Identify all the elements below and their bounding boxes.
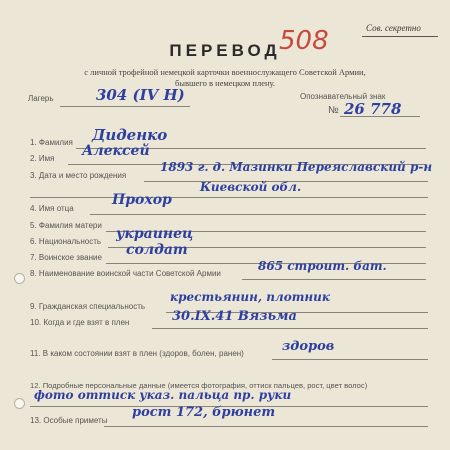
captured-value: 30.IX.41 Вязьма	[172, 309, 297, 324]
field-number: 1.	[30, 138, 37, 147]
punch-hole	[14, 273, 25, 284]
tag-number-sign: №	[328, 105, 339, 116]
condition-rule	[272, 359, 428, 360]
father-rule	[90, 214, 426, 215]
personal-data-label: Подробные персональные данные (имеется фотография, оттиск пальцев, рост, цвет волос)	[42, 381, 368, 390]
document-title: ПЕРЕВОД	[169, 41, 281, 60]
father-label: Имя отца	[38, 204, 74, 213]
tag-value: 26 778	[344, 100, 402, 118]
field-number: 4.	[30, 204, 37, 213]
birth-value-2: Киевской обл.	[200, 180, 302, 194]
secrecy-stamp: Сов. секретно	[366, 23, 421, 33]
rank-value: солдат	[126, 242, 188, 258]
field-number: 3.	[30, 171, 37, 180]
camp-rule	[60, 106, 190, 107]
personal-data-value: фото оттиск указ. пальца пр. руки	[34, 388, 292, 402]
father-value: Прохор	[112, 192, 172, 208]
field-number: 7.	[30, 253, 37, 262]
birth-value: 1893 г. д. Мазинки Переяславский р-н	[160, 160, 433, 174]
field-number: 10.	[30, 318, 42, 327]
mother-label: Фамилия матери	[38, 221, 102, 230]
field-number: 9.	[30, 302, 37, 311]
camp-value: 304 (IV H)	[96, 86, 185, 104]
surname-label: Фамилия	[38, 138, 73, 147]
features-label: Особые приметы	[43, 416, 108, 425]
field-number: 6.	[30, 237, 37, 246]
field-number: 13.	[30, 416, 42, 425]
field-number: 11.	[30, 349, 41, 358]
handwritten-number: 508	[279, 26, 329, 56]
name-label: Имя	[38, 154, 55, 163]
features-rule	[104, 426, 428, 427]
condition-label: В каком состоянии взят в плен (здоров, болен, ранен)	[42, 349, 244, 358]
subtitle-line-2: бывшего в немецком плену.	[174, 78, 276, 88]
nationality-value: украинец	[116, 226, 194, 242]
captured-rule	[152, 328, 428, 329]
field-number: 5.	[30, 221, 37, 230]
birth-rule-2	[30, 197, 428, 198]
secrecy-underline	[362, 36, 438, 37]
punch-hole	[14, 398, 25, 409]
subtitle-line-1: с личной трофейной немецкой карточки военнослужащего Советской Армии,	[84, 67, 366, 77]
unit-rule	[242, 279, 426, 280]
features-value: рост 172, брюнет	[132, 405, 276, 420]
field-number: 8.	[30, 269, 37, 278]
field-number: 12.	[30, 381, 41, 390]
tag-label: Опознавательный знак	[300, 92, 386, 101]
rank-label: Воинское звание	[38, 253, 102, 262]
unit-value: 865 строит. бат.	[258, 259, 387, 273]
condition-value: здоров	[282, 339, 335, 354]
unit-label: Наименование воинской части Советской Армии	[38, 269, 221, 278]
nationality-label: Национальность	[38, 237, 102, 246]
specialty-label: Гражданская специальность	[38, 302, 146, 311]
field-number: 2.	[30, 154, 37, 163]
captured-label: Когда и где взят в плен	[43, 318, 130, 327]
camp-label: Лагерь	[28, 94, 54, 103]
name-value: Алексей	[82, 143, 150, 159]
surname-value: Диденко	[92, 126, 168, 144]
specialty-value: крестьянин, плотник	[170, 290, 330, 304]
birth-label: Дата и место рождения	[38, 171, 127, 180]
